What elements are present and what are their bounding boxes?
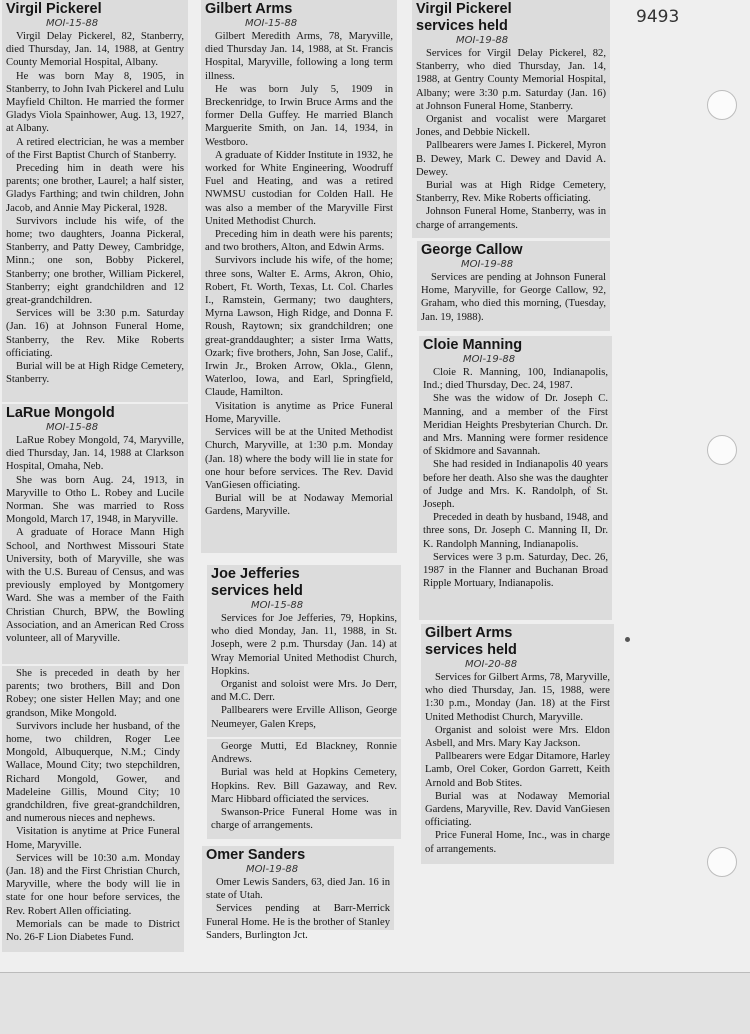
obituary-paragraph: Pallbearers were James I. Pickerel, Myron B. Dewey, Mark C. Dewey and David A. Dewey. (416, 140, 606, 178)
obituary-paragraph: Organist and vocalist were Margaret Jones, and Debbie Nickell. (416, 114, 606, 139)
obituary-paragraph: Visitation is anytime as Price Funeral Home, Maryville. (205, 400, 393, 425)
clipping-headline: LaRue Mongold (6, 405, 115, 421)
binder-hole-icon (707, 90, 737, 120)
handwritten-date-note: MOI-20-88 (465, 659, 518, 670)
obituary-paragraph: She was born Aug. 24, 1913, in Maryville to Otho L. Robey and Lucile Norman. She was married to Ross Mongold, March 17, 1948, in Maryville. (6, 474, 184, 526)
binder-hole-icon (707, 435, 737, 465)
clipping-subheadline: services held (416, 18, 508, 34)
obituary-virgil-pickerel (2, 0, 188, 402)
obituary-paragraph: Johnson Funeral Home, Stanberry, was in charge of arrangements. (416, 206, 606, 231)
obituary-paragraph: Cloie R. Manning, 100, Indianapolis, Ind.; died Thursday, Dec. 24, 1987. (423, 367, 608, 392)
obituary-paragraph: Burial was at High Ridge Cemetery, Stanberry, Rev. Mike Roberts officiating. (416, 180, 606, 205)
handwritten-date-note: MOI-19-88 (246, 864, 299, 875)
obituary-paragraph: Organist and soloist were Mrs. Jo Derr, and M.C. Derr. (211, 679, 397, 704)
ink-dot-icon (625, 637, 630, 642)
clipping-headline: Joe Jefferies (211, 566, 300, 582)
binder-hole-icon (707, 847, 737, 877)
obituary-paragraph: Price Funeral Home, Inc., was in charge of arrangements. (425, 830, 610, 855)
page-number: 9493 (636, 7, 680, 27)
handwritten-date-note: MOI-15-88 (245, 18, 298, 29)
obituary-paragraph: He was born May 8, 1905, in Stanberry, to John Ivah Pickerel and Lulu Mayfield Chilton. He married the former Gladys Viola Spainhower, Aug. 13, 1927, at Albany. (6, 70, 184, 135)
obituary-paragraph: Virgil Delay Pickerel, 82, Stanberry, died Thursday, Jan. 14, 1988, at Gentry County Memorial Hospital, Albany. (6, 31, 184, 69)
clipping-headline: Omer Sanders (206, 847, 306, 863)
notice-joe-jefferies (207, 565, 401, 737)
clipping-headline: George Callow (421, 242, 523, 258)
handwritten-date-note: MOI-15-88 (46, 422, 99, 433)
obituary-paragraph: Services for Virgil Delay Pickerel, 82, Stanberry, who died Thursday, Jan. 14, 1988, at Gentry County Memorial Hospital, Albany; were 3:30 p.m. Saturday (Jan. 16) at Johnson Funeral Home, Stanberry. (416, 48, 606, 112)
obituary-paragraph: Pallbearers were Erville Allison, George Neumeyer, Galen Kreps, (211, 705, 397, 730)
obituary-gilbert-arms (201, 0, 397, 553)
obituary-paragraph: Burial will be at Nodaway Memorial Gardens, Maryville. (205, 493, 393, 518)
notice-joe-jefferies-continued (207, 739, 401, 839)
obituary-paragraph: LaRue Robey Mongold, 74, Maryville, died Thursday, Jan. 14, 1988 at Clarkson Hospital, Omaha, Neb. (6, 435, 184, 473)
obituary-paragraph: Gilbert Meredith Arms, 78, Maryville, died Thursday Jan. 14, 1988, at St. Francis Hospital, Maryville, following a long term illness. (205, 31, 393, 82)
notice-virgil-pickerel-services (412, 0, 610, 238)
obituary-cloie-manning (419, 336, 612, 620)
handwritten-date-note: MOI-19-88 (456, 35, 509, 46)
obituary-paragraph: Burial was held at Hopkins Cemetery, Hopkins. Rev. Bill Gazaway, and Rev. Marc Hibbard officiated the services. (211, 767, 397, 805)
obituary-paragraph: Services were 3 p.m. Saturday, Dec. 26, 1987 in the Flanner and Buchanan Broad Ripple Mortuary, Indianapolis. (423, 551, 608, 590)
obituary-paragraph: Services are pending at Johnson Funeral Home, Maryville, for George Callow, 92, Graham, who died this morning, (Tuesday, Jan. 19, 1988). (421, 272, 606, 323)
notice-gilbert-arms-services (421, 624, 614, 864)
obituary-larue-mongold (2, 404, 188, 664)
obituary-paragraph: Services will be 10:30 a.m. Monday (Jan. 18) and the First Christian Church, Maryville, where the body will lie in state for one hour before services, the Rev. Robert Allen officiating. (6, 852, 180, 917)
handwritten-date-note: MOI-15-88 (46, 18, 99, 29)
obituary-paragraph: A graduate of Kidder Institute in 1932, he worked for White Engineering, Woodruff Fuel and Heating, and was a retired NWMSU custodian for Colden Hall. He was also a member of the Maryville First United Methodist Church. (205, 149, 393, 227)
obituary-paragraph: Survivors include his wife, of the home; three sons, Walter E. Arms, Akron, Ohio, Robert, Ft. Worth, Texas, Lt. Col. Charles I., Ramstein, Germany; two daughters, Myrna Lawson, High Ridge, and Donna F. Roush, Raytown; six grandchildren; one great-granddaughter; a sister Irma Watts, Ozark; five brothers, John, San Jose, Calif., Irwin Jr., Broken Arrow, Okla., Glenn, Waterloo, Iowa, and Earl, Springfield, Claude, Hamilton. (205, 255, 393, 399)
page-bottom-edge (0, 972, 750, 1034)
obituary-paragraph: Swanson-Price Funeral Home was in charge of arrangements. (211, 807, 397, 832)
obituary-paragraph: Organist and soloist were Mrs. Eldon Asbell, and Mrs. Mary Kay Jackson. (425, 724, 610, 750)
obituary-paragraph: A graduate of Horace Mann High School, and Northwest Missouri State University, both of Maryville, she was with the U.S. Bureau of Census, and was previously employed by Montgomery Ward. She was a member of the Faith Christian Church, BPW, the Bowling Association, and an American Red Cross volunteer, all of Maryville. (6, 527, 184, 645)
clipping-headline: Gilbert Arms (425, 625, 513, 641)
clipping-headline: Virgil Pickerel (416, 1, 512, 17)
obituary-paragraph: Survivors include his wife, of the home; two daughters, Joanna Pickeral, Stanberry, and Patty Dewey, Cambridge, Minn.; one son, Bobby Pickerel, Stanberry; one brother, William Pickerel, Stanberry; eight grandchildren and 12 great-grandchildren. (6, 215, 184, 307)
handwritten-date-note: MOI-15-88 (251, 600, 304, 611)
clipping-headline: Gilbert Arms (205, 1, 293, 17)
obituary-paragraph: She is preceded in death by her parents; two brothers, Bill and Don Robey; one sister Hellen May; and one grandson, Mike Mongold. (6, 668, 180, 719)
obituary-paragraph: She had resided in Indianapolis 40 years before her death. Also she was the daughter of Judge and Mrs. K. Randolph, of St. Joseph. (423, 459, 608, 511)
clipping-subheadline: services held (211, 583, 303, 599)
obituary-paragraph: Survivors include her husband, of the home, two children, Roger Lee Mongold, Albuquerque, N.M.; Cindy Wallace, Mound City; two stepchildren, Richard Mongold, Gower, and Madeleine Gillis, Mound City; 10 grandchildren, five great-grandchildren, and numerous nieces and nephews. (6, 720, 180, 825)
obituary-paragraph: She was the widow of Dr. Joseph C. Manning, and a member of the First Meridian Heights Presbyterian Church. Dr. and Mrs. Manning were former residence of Skidmore and Savannah. (423, 393, 608, 458)
obituary-paragraph: Burial was at Nodaway Memorial Gardens, Maryville, Rev. David VanGiesen officiating. (425, 790, 610, 829)
clipping-subheadline: services held (425, 642, 517, 658)
obituary-paragraph: Pallbearers were Edgar Ditamore, Harley Lamb, Orel Coker, Gordon Garrett, Keith Arnold and Bob Stites. (425, 751, 611, 789)
obituary-paragraph: Services for Joe Jefferies, 79, Hopkins, who died Monday, Jan. 11, 1988, in St. Joseph, were 2 p.m. Thursday (Jan. 14) at Wray Memorial United Methodist Church, Hopkins. (211, 613, 397, 677)
notice-omer-sanders (202, 846, 394, 941)
obituary-paragraph: Services will be at the United Methodist Church, Maryville, at 1:30 p.m. Monday (Jan. 18) where the body will lie in state for one hour before services. The Rev. David VanGiesen officiating. (205, 427, 393, 491)
obituary-paragraph: He was born July 5, 1909 in Breckenridge, to Irwin Bruce Arms and the former Della Guffey. He married Blanch Marguerite Smith, on Jan. 14, 1934, in Westboro. (205, 83, 393, 148)
obituary-paragraph: Omer Lewis Sanders, 63, died Jan. 16 in state of Utah. (206, 877, 390, 902)
obituary-paragraph: Services pending at Barr-Merrick Funeral Home. He is the brother of Stanley Sanders, Burlington Jct. (206, 903, 390, 941)
obituary-paragraph: Services will be 3:30 p.m. Saturday (Jan. 16) at Johnson Funeral Home, Stanberry, the Rev. Mike Roberts officiating. (6, 308, 184, 359)
clipping-headline: Virgil Pickerel (6, 1, 102, 17)
obituary-paragraph: Visitation is anytime at Price Funeral Home, Maryville. (6, 826, 180, 851)
handwritten-date-note: MOI-19-88 (463, 354, 516, 365)
obituary-larue-mongold-continued (2, 666, 184, 952)
obituary-paragraph: Memorials can be made to District No. 26-F Lion Diabetes Fund. (6, 918, 180, 944)
obituary-paragraph: Preceding him in death were his parents; one brother, Laurel; a half sister, Gladys Farthing; and twin children, John Jacob, and Annie May Pickeral, 1928. (6, 163, 184, 214)
obituary-paragraph: George Mutti, Ed Blackney, Ronnie Andrews. (211, 741, 397, 766)
notice-george-callow (417, 241, 610, 331)
obituary-paragraph: A retired electrician, he was a member of the First Baptist Church of Stanberry. (6, 136, 184, 161)
handwritten-date-note: MOI-19-88 (461, 259, 514, 270)
obituary-paragraph: Burial will be at High Ridge Cemetery, Stanberry. (6, 361, 184, 386)
obituary-paragraph: Preceding him in death were his parents; and two brothers, Alton, and Edwin Arms. (205, 229, 393, 254)
obituary-paragraph: Services for Gilbert Arms, 78, Maryville, who died Thursday, Jan. 15, 1988, were 1:30 p.m., Monday (Jan. 18) at the First United Methodist Church, Maryville. (425, 672, 610, 723)
obituary-paragraph: Preceded in death by husband, 1948, and three sons, Dr. Joseph C. Manning II, Dr. K. Randolph Manning, Indianapolis. (423, 512, 608, 550)
clipping-headline: Cloie Manning (423, 337, 523, 353)
